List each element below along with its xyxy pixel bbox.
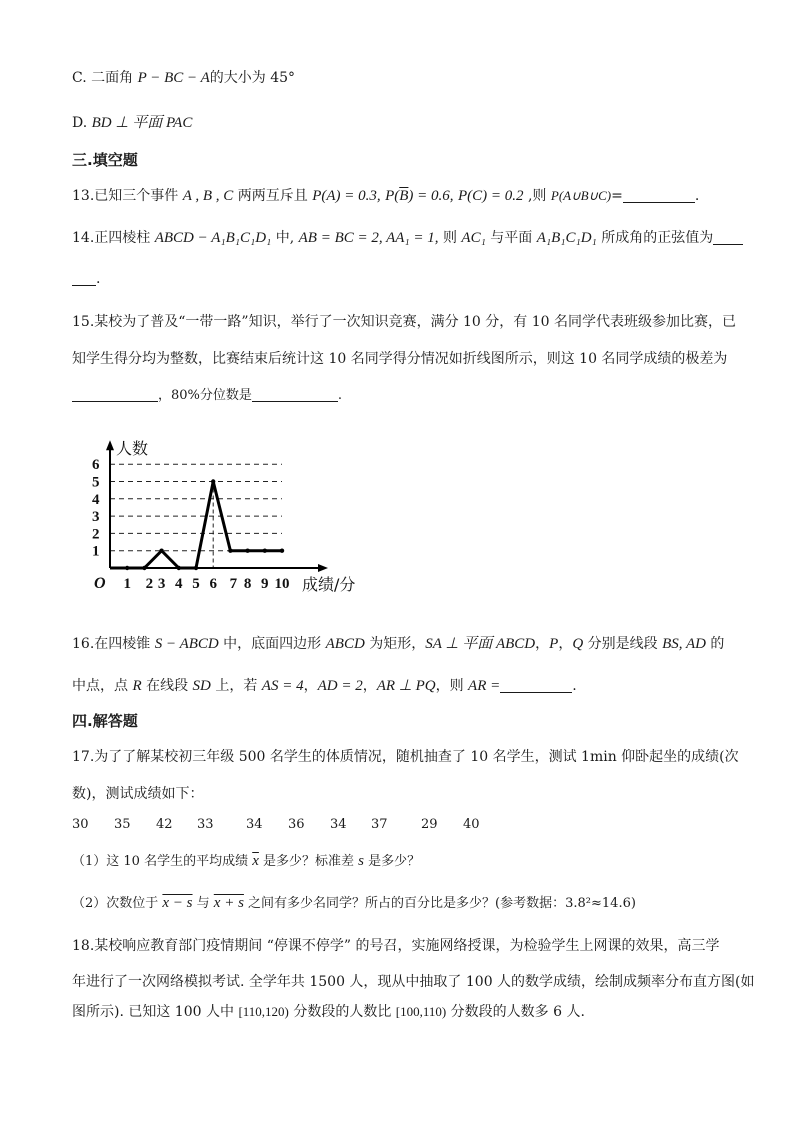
question-17-line1: 17.为了了解某校初三年级 500 名学生的体质情况，随机抽查了 10 名学生，测试 1min 仰卧起坐的成绩(次 — [72, 749, 739, 765]
data-point — [125, 566, 129, 570]
y-tick-label: 1 — [92, 543, 100, 560]
series-line — [110, 482, 282, 569]
chart-axes — [106, 440, 328, 572]
data-point — [263, 549, 267, 553]
question-17-line2: 数)，测试成绩如下： — [72, 786, 204, 802]
x-tick-label: 4 — [175, 576, 183, 592]
score-value: 33 — [197, 817, 214, 832]
data-point — [228, 549, 232, 553]
data-point — [280, 549, 284, 553]
score-value: 30 — [72, 817, 89, 832]
x-tick-label: 2 — [145, 576, 154, 592]
data-point — [194, 566, 198, 570]
question-15-line3: ，80%分位数是 . — [72, 386, 342, 406]
question-18-line1: 18.某校响应教育部门疫情期间 “停课不停学” 的号召，实施网络授课，为检验学生上网课的效果，高三学 — [72, 938, 720, 954]
question-17-part2: （2）次数位于 x − s 与 x + s 之间有多少名同学？所占的百分比是多少？(参考数据：3.8²≈14.6) — [72, 895, 636, 911]
chart-ticks — [92, 457, 290, 592]
question-17-part1: （1）这 10 名学生的平均成绩 $\overline{x}$ 是多少？标准差 s 是多少？ — [72, 853, 421, 869]
score-value: 29 — [421, 817, 438, 832]
score-value: 42 — [156, 817, 173, 832]
x-axis-label: 成绩/分 — [302, 575, 356, 594]
question-13: 13.已知三个事件 A , B , C 两两互斥且 P(A) = 0.3, $P(\overline{B}) = 0.6$, P(C) = 0.2 ,则 P(A∪B∪C)= . — [72, 188, 700, 204]
data-point — [245, 549, 249, 553]
question-18-line2: 年进行了一次网络模拟考试. 全学年共 1500 人，现从中抽取了 100 人的数学成绩，绘制成频率分布直方图(如 — [72, 974, 755, 990]
x-tick-label: 3 — [157, 576, 166, 592]
score-value: 34 — [246, 817, 263, 832]
chart-grid — [110, 464, 282, 568]
score-value: 36 — [288, 817, 305, 832]
answer-blank — [72, 271, 96, 286]
score-value: 37 — [371, 817, 388, 832]
answer-blank — [623, 188, 695, 203]
y-tick-label: 6 — [92, 457, 100, 474]
answer-blank — [713, 230, 743, 245]
x-tick-label: 8 — [243, 576, 252, 592]
score-value: 34 — [330, 817, 347, 832]
question-14-cont: . — [72, 269, 100, 289]
answer-blank — [252, 387, 338, 402]
answer-blank — [500, 678, 572, 693]
section-title-answer: 四.解答题 — [72, 712, 138, 730]
answer-blank — [72, 387, 158, 402]
y-tick-label: 4 — [92, 491, 100, 508]
x-axis-arrow — [318, 564, 328, 572]
y-tick-label: 5 — [92, 474, 100, 491]
x-tick-label: 5 — [192, 576, 200, 592]
question-16-line2: 中点，点 R 在线段 SD 上，若 AS = 4，AD = 2，AR ⊥ PQ，则 AR = . — [72, 678, 577, 694]
section-title-fill-blank: 三.填空题 — [72, 151, 138, 169]
y-tick-label: 3 — [92, 509, 100, 526]
question-18-line3: 图所示). 已知这 100 人中 [110,120) 分数段的人数比 [100,110) 分数段的人数多 6 人. — [72, 1004, 585, 1020]
score-value: 40 — [463, 817, 480, 832]
y-axis-arrow — [106, 440, 114, 450]
option-c: C. 二面角 P − BC − A的大小为 45° — [72, 70, 296, 86]
x-tick-label: 10 — [274, 576, 290, 592]
x-tick-label: 1 — [123, 576, 131, 592]
x-tick-label: 6 — [209, 576, 217, 592]
question-14: 14.正四棱柱 ABCD − A₁B₁C₁D₁ 中, AB = BC = 2, AA₁ = 1, 则 AC₁ 与平面 A₁B₁C₁D₁ 所成角的正弦值为 — [72, 228, 743, 248]
y-tick-label: 2 — [92, 526, 100, 543]
score-line-chart — [84, 432, 384, 602]
origin-label: O — [94, 575, 106, 592]
x-tick-label: 7 — [229, 576, 238, 592]
data-point — [177, 566, 181, 570]
x-tick-label: 9 — [261, 576, 269, 592]
y-axis-label: 人数 — [116, 439, 149, 458]
score-value: 35 — [114, 817, 131, 832]
question-16-line1: 16.在四棱锥 S − ABCD 中，底面四边形 ABCD 为矩形，SA ⊥ 平面 ABCD，P，Q 分别是线段 BS, AD 的 — [72, 636, 725, 652]
data-point — [211, 479, 215, 483]
data-point — [159, 549, 163, 553]
question-15-line1: 15.某校为了普及“一带一路”知识，举行了一次知识竞赛，满分 10 分，有 10 名同学代表班级参加比赛，已 — [72, 314, 737, 330]
question-15-line2: 知学生得分均为整数，比赛结束后统计这 10 名同学得分情况如折线图所示，则这 10 名同学成绩的极差为 — [72, 351, 728, 367]
data-point — [142, 566, 146, 570]
option-d: D. BD ⊥ 平面 PAC — [72, 115, 193, 131]
